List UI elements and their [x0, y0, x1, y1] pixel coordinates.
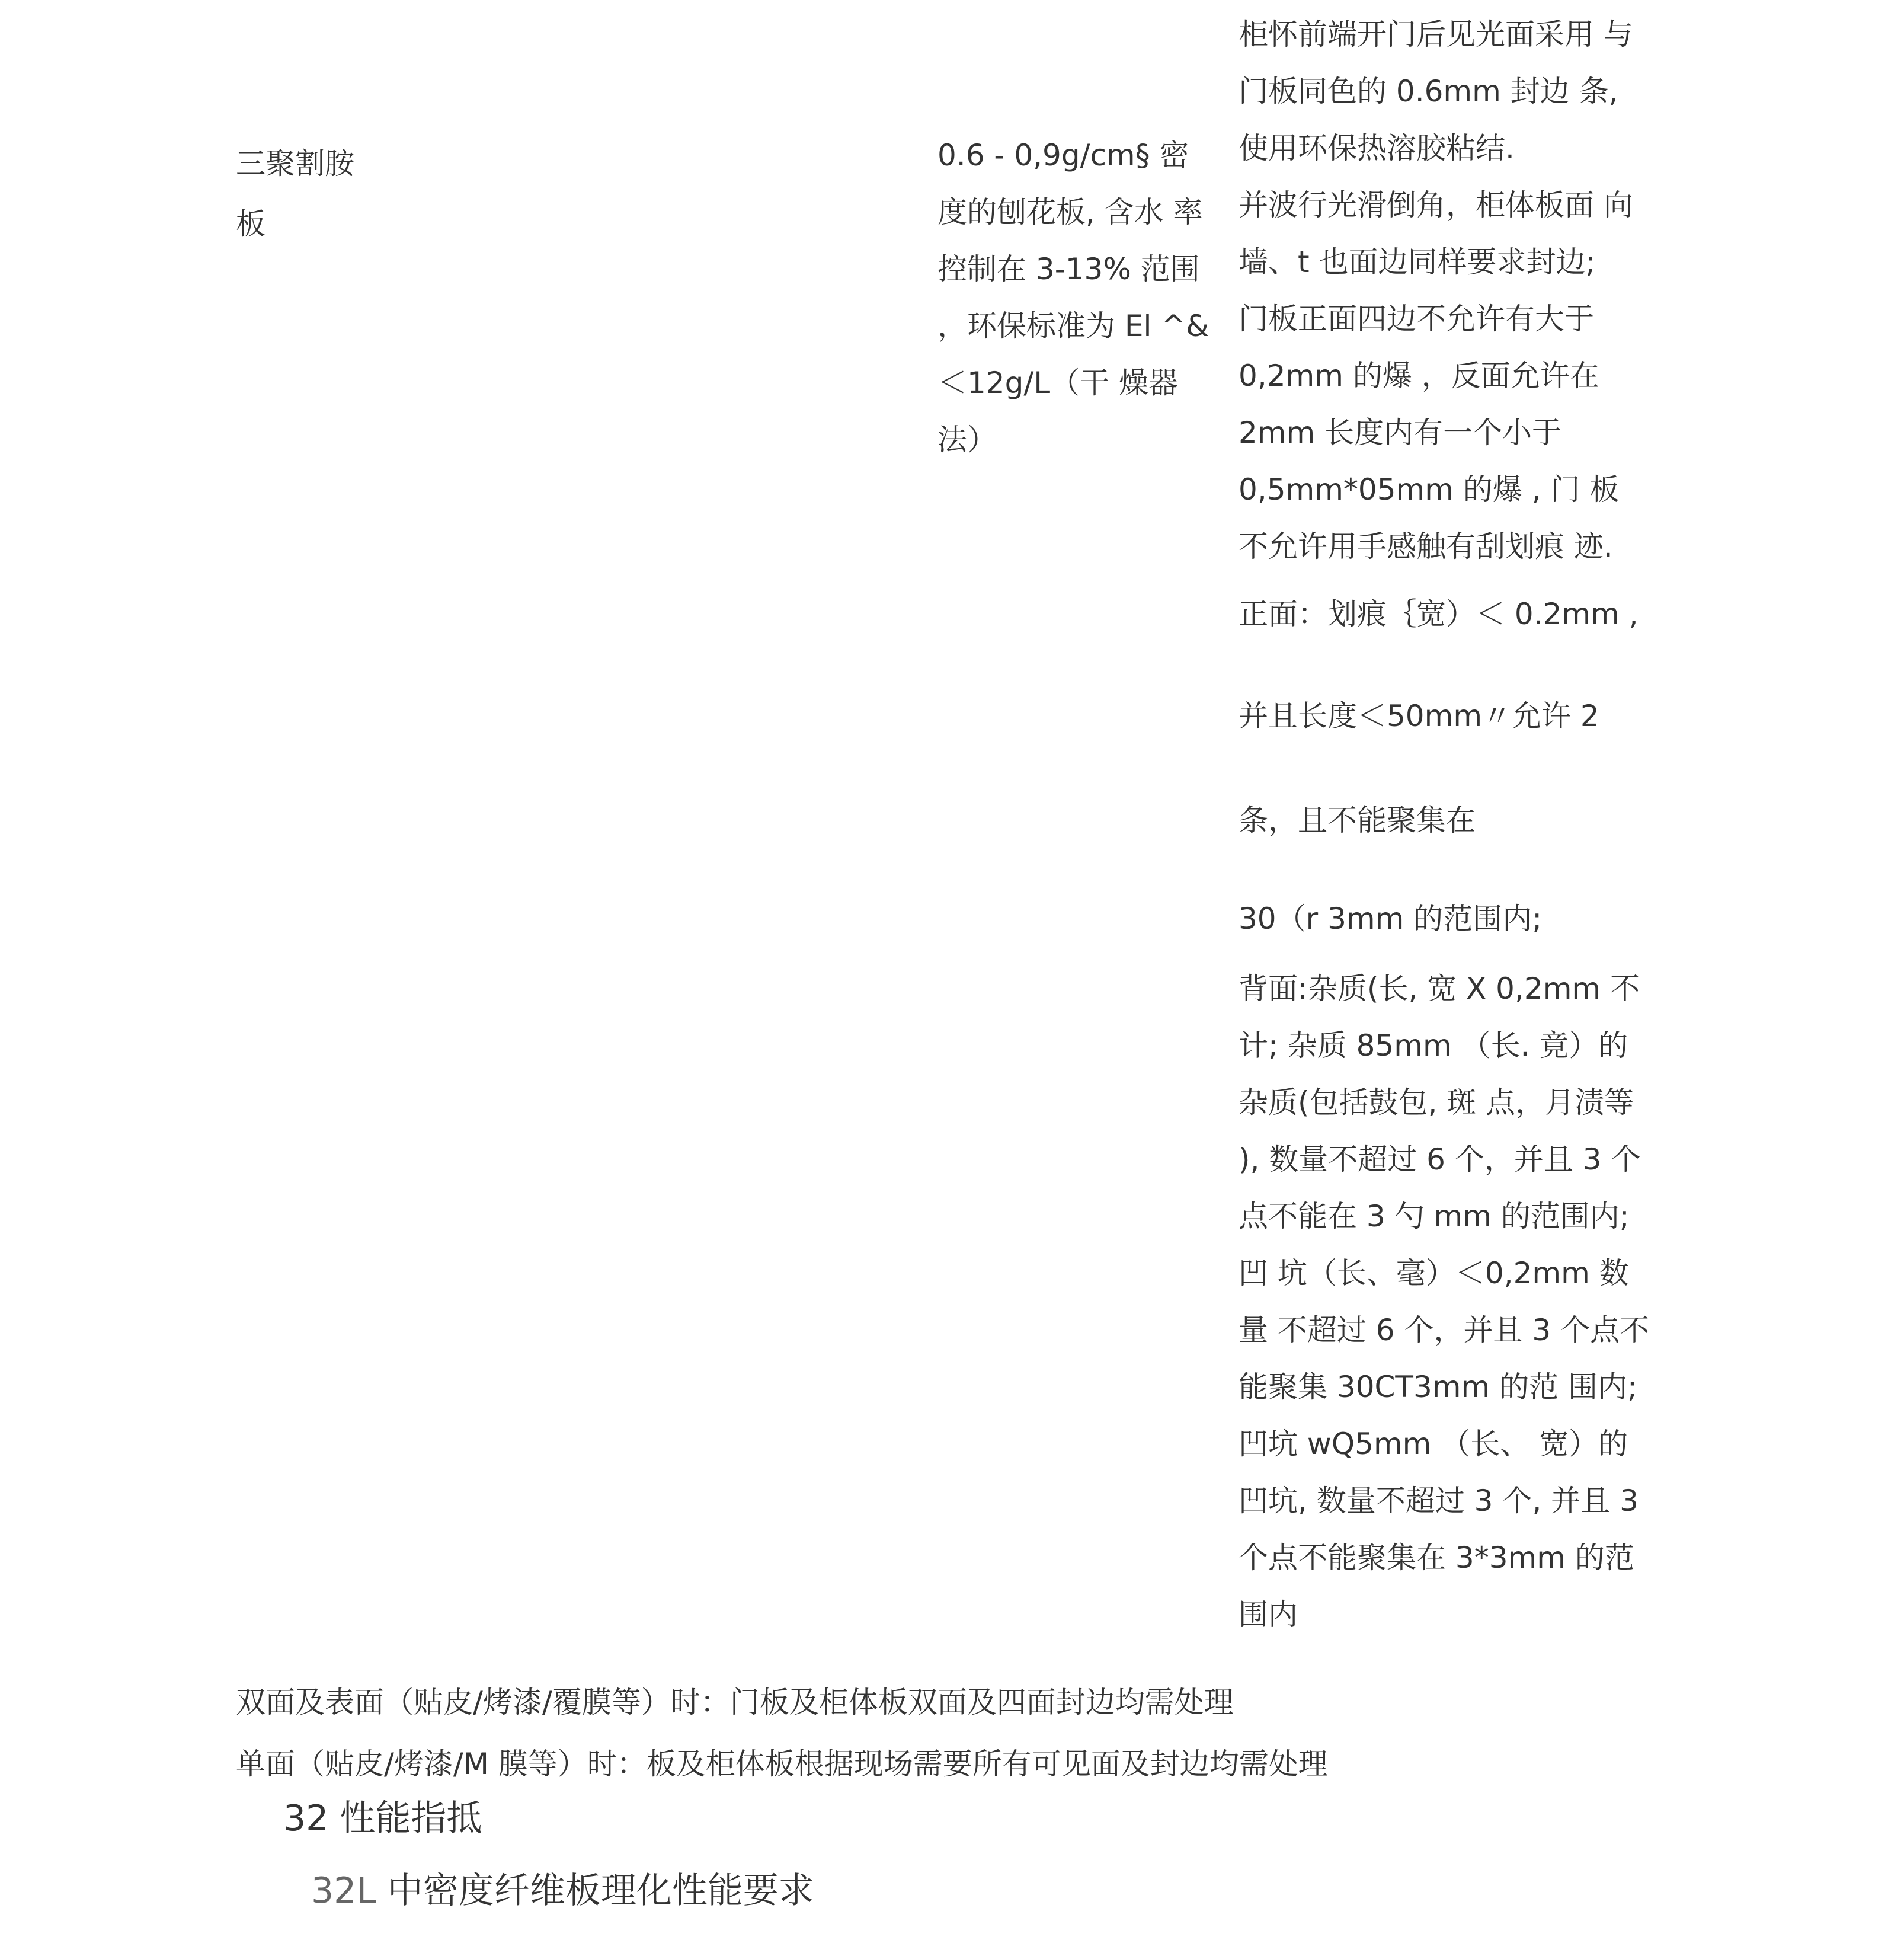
spec-line: 度的刨花板, 含水 率	[937, 195, 1203, 229]
req-line: 门板同色的 0.6mm 封边 条,	[1239, 74, 1618, 108]
req-line: 并波行光滑倒角，柜体板面 向	[1239, 188, 1633, 222]
req-line: 个点不能聚集在 3*3mm 的范	[1239, 1540, 1634, 1575]
req-line: 凹坑, 数量不超过 3 个, 并且 3	[1239, 1484, 1639, 1518]
req-line: 能聚集 30CT3mm 的范 围内;	[1239, 1370, 1637, 1404]
req-line: ), 数量不超过 6 个，并且 3 个	[1239, 1142, 1641, 1177]
spec-line: 法）	[937, 423, 997, 457]
spec-cell	[937, 127, 1215, 468]
req-line: 墙、t 也面边同样要求封边;	[1239, 245, 1596, 279]
spec-line: 0.6 - 0,9g/cm§ 密	[937, 138, 1189, 172]
req-line: 凹 坑（长、毫）＜0,2mm 数	[1239, 1256, 1629, 1290]
back-requirements	[1239, 960, 1659, 1643]
req-line: 计; 杂质 85mm （长. 竟）的	[1239, 1028, 1628, 1063]
req-line: 门板正面四边不允许有大于	[1239, 302, 1594, 336]
material-line: 板	[236, 207, 265, 241]
material-cell	[236, 133, 425, 254]
req-line: 凹坑 wQ5mm （长、 宽）的	[1239, 1427, 1628, 1461]
req-line: 背面:杂质(长, 宽 X 0,2mm 不	[1239, 971, 1640, 1006]
finish-notes	[236, 1671, 1328, 1795]
req-line: 30（r 3mm 的范围内;	[1239, 902, 1543, 936]
subsection-title: 中密度纤维板理化性能要求	[387, 1870, 814, 1912]
subsection-number: 32L	[311, 1870, 376, 1912]
subsection-heading	[311, 1867, 814, 1915]
req-line: 并且长度＜50mm〃允许 2	[1239, 699, 1599, 733]
req-line: 2mm 长度内有一个小于	[1239, 416, 1562, 450]
req-line: 条，且不能聚集在	[1239, 803, 1476, 838]
req-line: 正面：划痕｛宽）＜ 0.2mm ,	[1239, 597, 1639, 631]
req-line: 使用环保热溶胶粘结.	[1239, 131, 1515, 165]
req-line: 量 不超过 6 个，并且 3 个点不	[1239, 1313, 1650, 1347]
req-line: 0,2mm 的爆 ，反面允许在	[1239, 359, 1599, 393]
req-line: 点不能在 3 勺 mm 的范围内;	[1239, 1199, 1630, 1233]
note-single-sided: 单面（贴皮/烤漆/M 膜等）时：板及柜体板根据现场需要所有可见面及封边均需处理	[236, 1747, 1328, 1781]
req-line: 0,5mm*05mm 的爆 , 门 板	[1239, 472, 1620, 507]
req-line: 柜怀前端开门后见光面采用 与	[1239, 17, 1633, 52]
section-heading: 32 性能指抵	[283, 1798, 482, 1839]
edge-requirements	[1239, 6, 1659, 575]
front-requirements	[1239, 596, 1659, 937]
requirements-cell	[1239, 6, 1659, 1643]
spec-line: 控制在 3-13% 范围	[937, 252, 1200, 286]
spec-line: ，环保标准为 El ^&	[937, 309, 1209, 343]
req-line: 围内	[1239, 1597, 1298, 1632]
material-line: 三聚割胺	[236, 146, 354, 181]
req-line: 不允许用手感触有刮划痕 迹.	[1239, 529, 1613, 564]
spec-line: ＜12g/L（干 燥器	[937, 366, 1178, 400]
note-double-sided: 双面及表面（贴皮/烤漆/覆膜等）时：门板及柜体板双面及四面封边均需处理	[236, 1685, 1234, 1720]
req-line: 杂质(包括鼓包, 斑 点，月渍等	[1239, 1085, 1634, 1120]
